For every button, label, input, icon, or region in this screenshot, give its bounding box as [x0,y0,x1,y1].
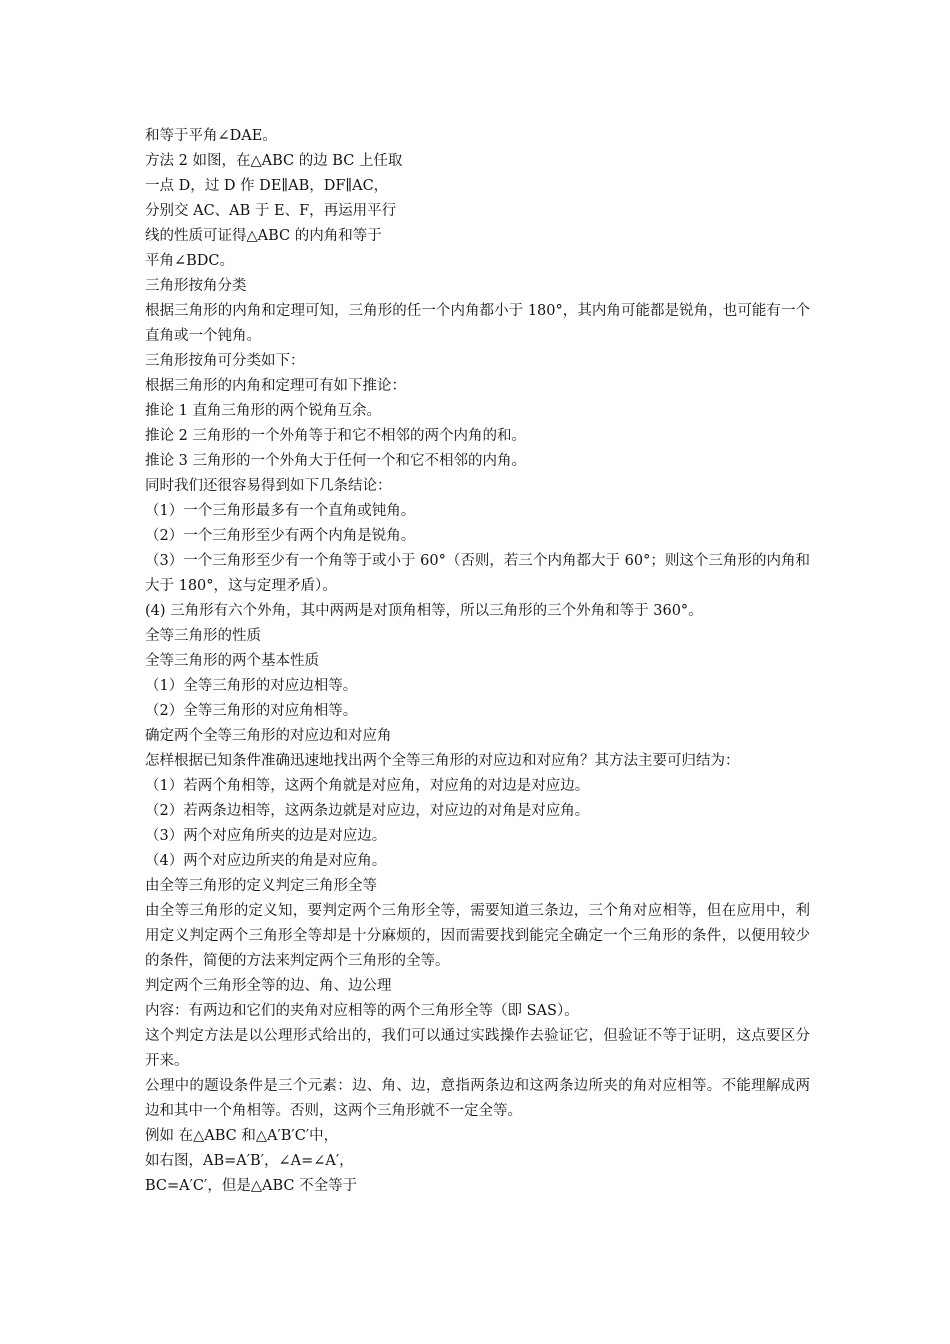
corollary-item: 推论 3 三角形的一个外角大于任何一个和它不相邻的内角。 [145,453,526,469]
text-line: 平角∠BDC。 [145,253,235,269]
paragraph: 根据三角形的内角和定理可知，三角形的任一个内角都小于 180°，其内角可能都是锐角，也可能有一个直角或一个钝角。 [145,303,810,344]
corollary-item: 推论 2 三角形的一个外角等于和它不相邻的两个内角的和。 [145,428,526,444]
text-line: 全等三角形的两个基本性质 [145,653,319,669]
document-page [145,124,810,1199]
text-line: 如右图，AB=A′B′，∠A=∠A′， [145,1153,354,1169]
section-heading: 确定两个全等三角形的对应边和对应角 [145,728,392,744]
list-item: （3）两个对应角所夹的边是对应边。 [145,828,387,844]
list-item: （2）若两条边相等，这两条边就是对应边，对应边的对角是对应角。 [145,803,590,819]
section-heading: 全等三角形的性质 [145,628,261,644]
list-item: （1）一个三角形最多有一个直角或钝角。 [145,503,416,519]
corollary-item: 推论 1 直角三角形的两个锐角互余。 [145,403,381,419]
list-item: （1）若两个角相等，这两个角就是对应角，对应角的对边是对应边。 [145,778,590,794]
list-item: （3）一个三角形至少有一个角等于或小于 60°（否则，若三个内角都大于 60°；则这个三角形的内角和大于 180°，这与定理矛盾）。 [145,553,810,594]
list-item: （2）全等三角形的对应角相等。 [145,703,358,719]
list-item: （4）两个对应边所夹的角是对应角。 [145,853,387,869]
list-item: (4) 三角形有六个外角，其中两两是对顶角相等，所以三角形的三个外角和等于 360°。 [145,603,703,619]
paragraph: 这个判定方法是以公理形式给出的，我们可以通过实践操作去验证它，但验证不等于证明，这点要区分开来。 [145,1028,810,1069]
paragraph: 由全等三角形的定义知，要判定两个三角形全等，需要知道三条边，三个角对应相等，但在应用中，利用定义判定两个三角形全等却是十分麻烦的，因而需要找到能完全确定一个三角形的条件，以便用较少的条件，简便的方法来判定两个三角形的全等。 [145,903,810,969]
text-line: 根据三角形的内角和定理可有如下推论： [145,378,406,394]
paragraph: 怎样根据已知条件准确迅速地找出两个全等三角形的对应边和对应角？其方法主要可归结为： [145,753,740,769]
text-line: 同时我们还很容易得到如下几条结论： [145,478,392,494]
list-item: （1）全等三角形的对应边相等。 [145,678,358,694]
text-line: BC=A′C′，但是△ABC 不全等于 [145,1178,358,1194]
text-line: 方法 2 如图，在△ABC 的边 BC 上任取 [145,153,403,169]
section-heading: 由全等三角形的定义判定三角形全等 [145,878,377,894]
list-item: （2）一个三角形至少有两个内角是锐角。 [145,528,416,544]
text-line: 例如 在△ABC 和△A′B′C′中， [145,1128,339,1144]
text-line: 内容：有两边和它们的夹角对应相等的两个三角形全等（即 SAS）。 [145,1003,579,1019]
text-line: 分别交 AC、AB 于 E、F，再运用平行 [145,203,397,219]
text-line: 一点 D，过 D 作 DE∥AB，DF∥AC， [145,178,389,194]
paragraph: 公理中的题设条件是三个元素：边、角、边，意指两条边和这两条边所夹的角对应相等。不能理解成两边和其中一个角相等。否则，这两个三角形就不一定全等。 [145,1078,810,1119]
text-line: 三角形按角可分类如下： [145,353,305,369]
text-line: 线的性质可证得△ABC 的内角和等于 [145,228,382,244]
section-heading: 判定两个三角形全等的边、角、边公理 [145,978,392,994]
text-line: 和等于平角∠DAE。 [145,128,277,144]
section-heading: 三角形按角分类 [145,278,247,294]
